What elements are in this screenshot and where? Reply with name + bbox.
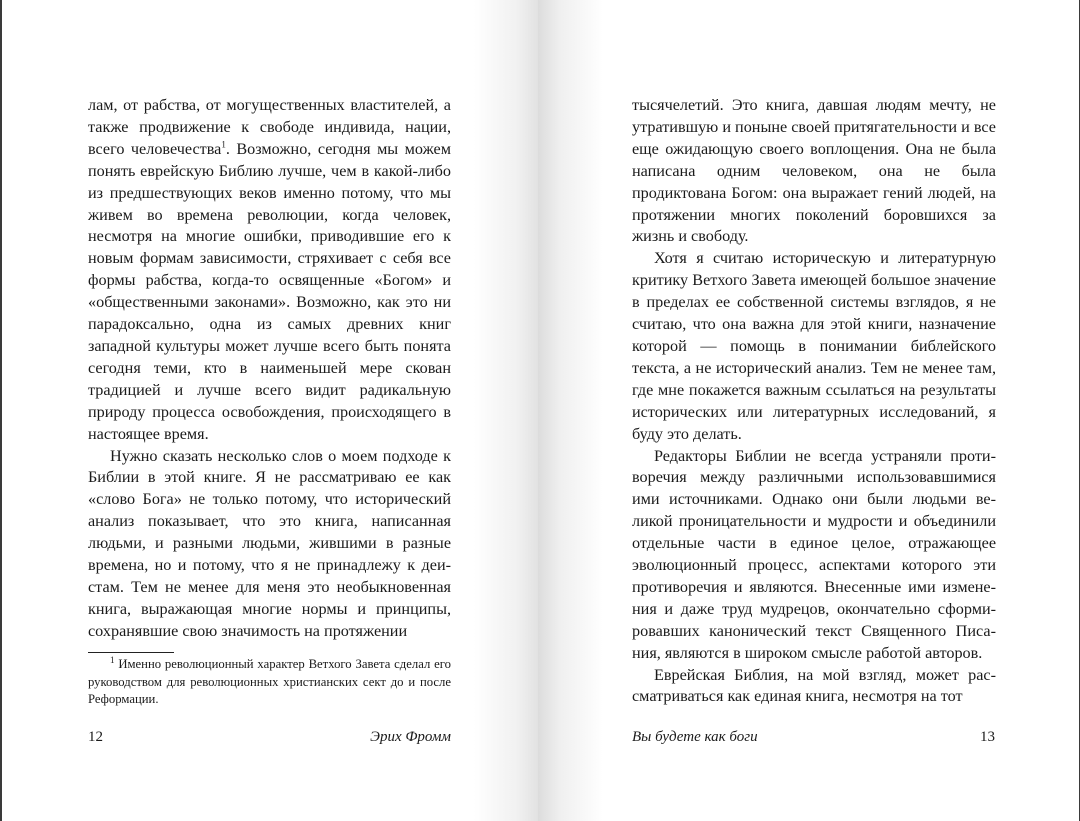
left-paragraph-1 [88, 95, 451, 446]
right-running-head-title: Вы будете как боги [632, 729, 758, 745]
left-body-text [88, 95, 451, 643]
left-page [2, 0, 538, 821]
right-page-number: 13 [980, 729, 995, 745]
footnote-marker: 1 [110, 654, 115, 665]
right-paragraph-4: Еврейская Библия, на мой взгляд, может рассматриваться как единая книга, несмотря на тот [632, 665, 996, 706]
left-page-number: 12 [88, 729, 103, 745]
left-running-head-author: Эрих Фромм [370, 729, 451, 745]
right-paragraph-3: Редакторы Библии не всегда устраняли противоречия между различными использовавшимися ими источниками. Однако они были людьми великой проницательности и мудрости и объединили отдельные части в единое целое, отражающее эволюционный процесс, аспектами которого эти противоречия и являются. Внесенные ими изменения и даже труд мудрецов, окончательно сформировавших канонический текст Священного Писания, являются в широком смысле работой авторов. [632, 446, 996, 662]
footnote-reference[interactable]: 1 [221, 139, 226, 150]
footnote-text [88, 656, 451, 709]
footnote-body: Именно революционный характер Ветхого Завета сделал его руководством для революционных христианских сект до и после Реформации. [88, 657, 451, 706]
left-paragraph-1-before-note: лам, от рабства, от могущественных властителей, а также продвижение к свободе индивида, нации, всего человечества [88, 96, 451, 158]
right-body-text [632, 95, 996, 708]
right-paragraph-2: Хотя я считаю историческую и литературную критику Ветхого Завета имеющей большое значение в пределах ее собственной системы взглядов, я не считаю, что она важна для этой книги, назначение которой — помощь в понимании библейского текста, а не исторический анализ. Тем не менее там, где мне покажется важным ссылаться на результаты исторических или литературных исследований, я буду это делать. [632, 249, 996, 443]
footnote [88, 656, 451, 709]
left-paragraph-2: Нужно сказать несколько слов о моем подходе к Библии в этой книге. Я не рассматриваю ее как «слово Бога» не только потому, что исторический анализ показывает, что это книга, написанная людьми, и разными людьми, жившими в разные времена, но и потому, что я не принадлежу к деистам. Тем не менее для меня это необыкновенная книга, выражающая многие нормы и принципы, сохранявшие свою значимость на протяжении [88, 446, 451, 640]
right-paragraph-1: тысячелетий. Это книга, давшая людям мечту, не утратившую и поныне своей притягательности и все еще ожидающую своего воплощения. Она не была написана одним человеком, она не была продиктована Богом: она выражает гений людей, на протяжении многих поколений боровшихся за жизнь и свободу. [632, 96, 996, 246]
right-page [538, 0, 1079, 821]
left-paragraph-1-after-note: . Возможно, сегодня мы можем понять еврейскую Библию лучше, чем в какой-либо из предшествующих веков именно потому, что мы живем во времена революции, когда человек, несмотря на многие ошибки, приводившие его к новым формам зависимости, стряхивает с себя все формы рабства, когда-то освященные «Богом» и «общественными законами». Возможно, как это ни парадоксально, одна из самых древних книг западной культуры может лучше всего быть понята сегодня теми, кто в наименьшей мере скован традицией и лучше всего видит радикальную природу процесса освобождения, происходящего в настоящее время. [88, 139, 451, 443]
footnote-divider [88, 652, 174, 653]
